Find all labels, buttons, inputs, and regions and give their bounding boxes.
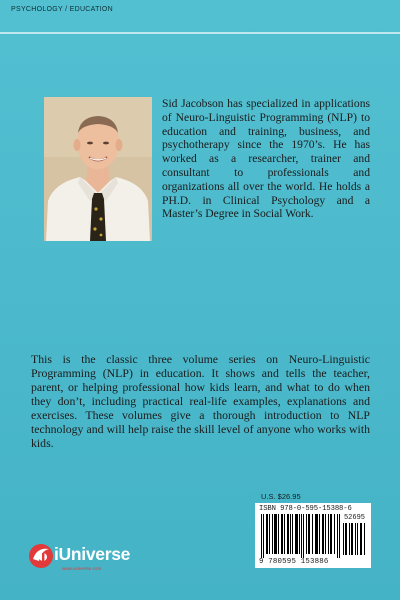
iuniverse-swirl-icon bbox=[27, 541, 57, 571]
category-label: PSYCHOLOGY / EDUCATION bbox=[11, 6, 114, 13]
author-photo bbox=[44, 97, 152, 241]
book-description: This is the classic three volume series on Neuro-Linguistic Programming (NLP) in education. It shows and tells the teacher, parent, or helping professional how kids learn, and what to do when they don’t, including practical real-life examples, explanations and exercises. These volumes give a thorough introduction to NLP technology and will help raise the skill level of anyone who works with kids. bbox=[31, 352, 370, 450]
price-label: U.S. $26.95 bbox=[261, 492, 301, 501]
addon-barcode-bars bbox=[343, 523, 367, 555]
header-divider bbox=[0, 32, 400, 34]
isbn-barcode bbox=[255, 503, 371, 568]
ean-number: 9 780595 153886 bbox=[259, 558, 329, 566]
publisher-url: www.iuniverse.com bbox=[62, 566, 102, 571]
publisher-logo bbox=[27, 541, 167, 577]
publisher-name: iUniverse bbox=[54, 544, 131, 564]
isbn-number: ISBN 978-0-595-15388-6 bbox=[259, 505, 352, 513]
author-bio: Sid Jacobson has specialized in applications of Neuro-Linguistic Programming (NLP) to education and training, business, and psychotherapy since the 1970’s. He has worked as a researcher, trainer and consultant to professionals and organizations all over the world. He holds a PH.D. in Clinical Psychology and a Master’s Degree in Social Work. bbox=[162, 97, 370, 221]
barcode-addon-number: 52695 bbox=[343, 514, 365, 522]
